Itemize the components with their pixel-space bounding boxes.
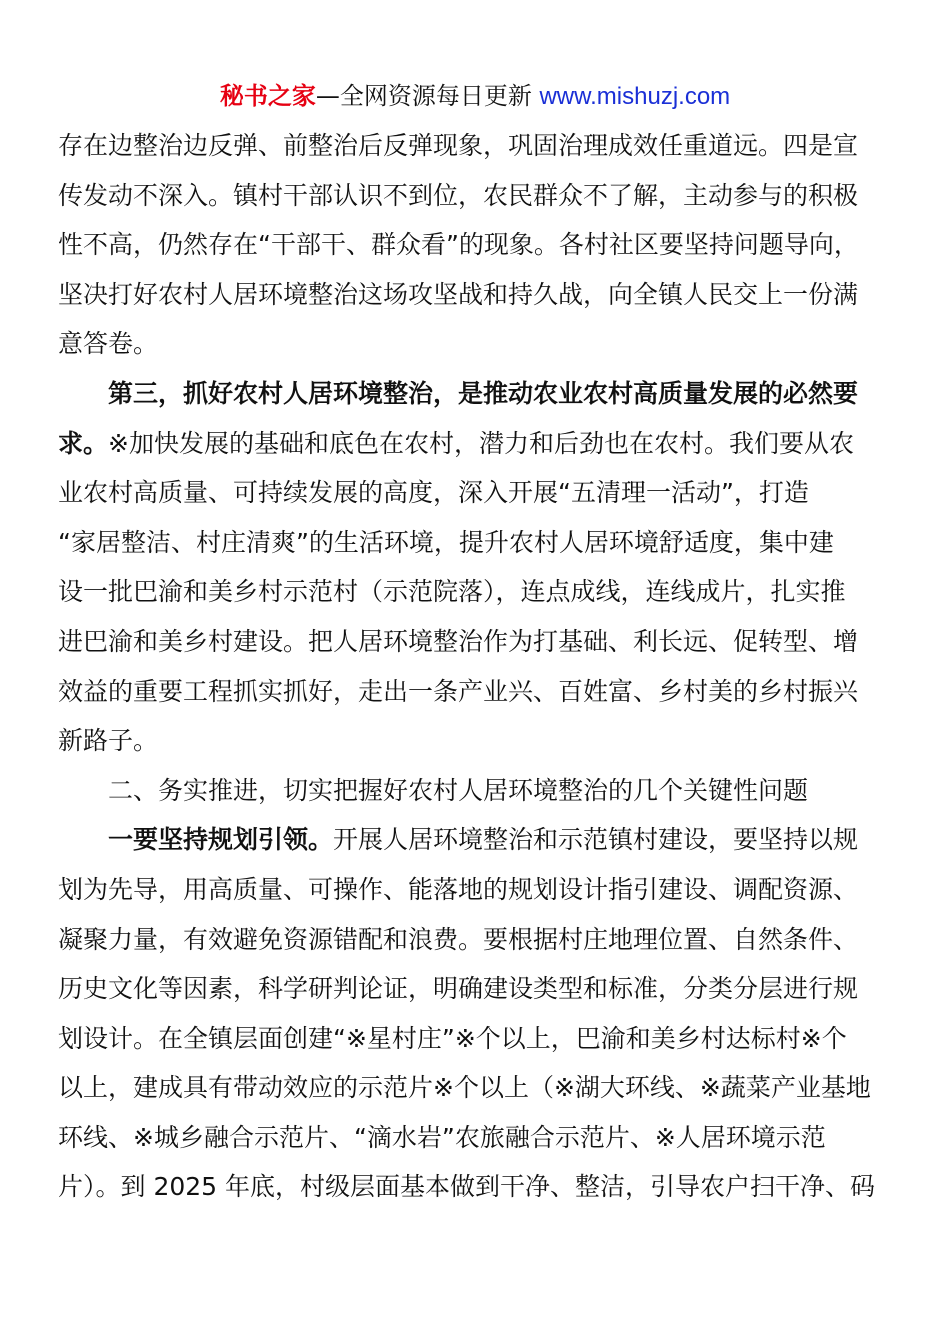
text-line bbox=[58, 617, 894, 667]
site-brand: 秘书之家 bbox=[219, 82, 316, 110]
bold-text-segment: 第三，抓好农村人居环境整治，是推动农业农村高质量发展的必然要 bbox=[108, 378, 859, 408]
text-segment: 环线、※城乡融合示范片、“滴水岩”农旅融合示范片、※人居环境示范 bbox=[58, 1122, 826, 1152]
text-segment: 二、务实推进，切实把握好农村人居环境整治的几个关键性问题 bbox=[108, 775, 809, 805]
text-segment: 新路子。 bbox=[58, 726, 159, 756]
text-line bbox=[58, 121, 894, 171]
text-segment: 效益的重要工程抓实抓好，走出一条产业兴、百姓富、乡村美的乡村振兴 bbox=[58, 676, 859, 706]
text-line bbox=[58, 518, 894, 568]
text-segment: ※加快发展的基础和底色在农村，潜力和后劲也在农村。我们要从农 bbox=[108, 428, 854, 458]
text-line bbox=[58, 1113, 894, 1163]
text-line bbox=[58, 1063, 894, 1113]
text-segment: 开展人居环境整治和示范镇村建设，要坚持以规 bbox=[333, 825, 859, 855]
text-segment: “家居整洁、村庄清爽”的生活环境，提升农村人居环境舒适度，集中建 bbox=[58, 527, 834, 557]
text-segment: 片）。到 2025 年底，村级层面基本做到干净、整洁，引导农户扫干净、码 bbox=[58, 1172, 876, 1202]
text-line bbox=[58, 319, 894, 369]
text-segment: 坚决打好农村人居环境整治这场攻坚战和持久战，向全镇人民交上一份满 bbox=[58, 279, 859, 309]
text-segment: 传发动不深入。镇村干部认识不到位，农民群众不了解，主动参与的积极 bbox=[58, 180, 859, 210]
text-line bbox=[58, 1162, 894, 1212]
text-segment: 划设计。在全镇层面创建“※星村庄”※个以上，巴渝和美乡村达标村※个 bbox=[58, 1023, 847, 1053]
text-line bbox=[58, 815, 894, 865]
site-header bbox=[0, 78, 950, 115]
text-line bbox=[58, 220, 894, 270]
text-line bbox=[58, 270, 894, 320]
text-line bbox=[58, 915, 894, 965]
text-line bbox=[58, 716, 894, 766]
text-line bbox=[58, 419, 894, 469]
text-segment: 历史文化等因素，科学研判论证，明确建设类型和标准，分类分层进行规 bbox=[58, 974, 859, 1004]
text-segment: 意答卷。 bbox=[58, 329, 159, 359]
text-line bbox=[58, 369, 894, 419]
bold-text-segment: 求。 bbox=[58, 428, 109, 458]
text-line bbox=[58, 766, 894, 816]
bold-text-segment: 一要坚持规划引领。 bbox=[108, 825, 334, 855]
text-segment: 凝聚力量，有效避免资源错配和浪费。要根据村庄地理位置、自然条件、 bbox=[58, 924, 859, 954]
text-segment: 性不高，仍然存在“干部干、群众看”的现象。各村社区要坚持问题导向， bbox=[58, 230, 859, 260]
text-segment: 设一批巴渝和美乡村示范村（示范院落），连点成线，连线成片，扎实推 bbox=[58, 577, 846, 607]
site-tagline: —全网资源每日更新 bbox=[315, 82, 532, 110]
text-line bbox=[58, 964, 894, 1014]
text-segment: 划为先导，用高质量、可操作、能落地的规划设计指引建设、调配资源、 bbox=[58, 874, 859, 904]
document-body bbox=[58, 121, 894, 1212]
text-line bbox=[58, 567, 894, 617]
site-url-link[interactable]: www.mishuzj.com bbox=[539, 83, 731, 110]
text-line bbox=[58, 171, 894, 221]
text-segment: 进巴渝和美乡村建设。把人居环境整治作为打基础、利长远、促转型、增 bbox=[58, 626, 859, 656]
text-line bbox=[58, 1014, 894, 1064]
text-line bbox=[58, 865, 894, 915]
text-line bbox=[58, 468, 894, 518]
text-line bbox=[58, 667, 894, 717]
text-segment: 业农村高质量、可持续发展的高度，深入开展“五清理一活动”，打造 bbox=[58, 478, 809, 508]
text-segment: 存在边整治边反弹、前整治后反弹现象，巩固治理成效任重道远。四是宣 bbox=[58, 131, 859, 160]
text-segment: 以上，建成具有带动效应的示范片※个以上（※湖大环线、※蔬菜产业基地 bbox=[58, 1073, 871, 1103]
